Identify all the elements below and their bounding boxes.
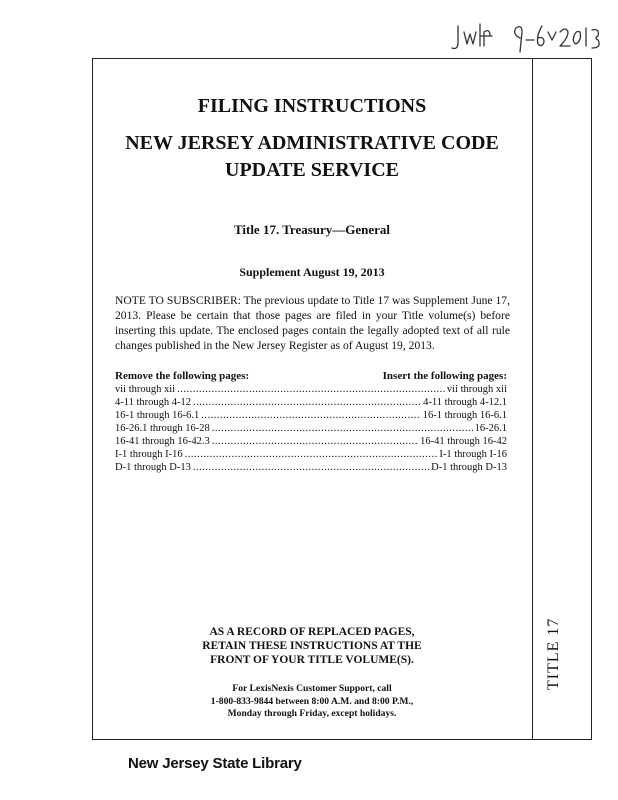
leader-dots bbox=[193, 461, 429, 474]
insert-pages: D-1 through D-13 bbox=[431, 462, 507, 473]
leader-dots bbox=[177, 383, 445, 396]
leader-dots bbox=[212, 422, 473, 435]
remove-header: Remove the following pages: bbox=[115, 370, 250, 382]
list-item bbox=[115, 461, 507, 474]
remove-pages: 4-11 through 4-12 bbox=[115, 397, 192, 408]
title-tab-label: TITLE 17 bbox=[545, 617, 562, 690]
support-line: For LexisNexis Customer Support, call bbox=[232, 683, 392, 694]
list-header bbox=[115, 370, 507, 383]
page-replacement-list bbox=[115, 370, 507, 474]
leader-dots bbox=[185, 448, 438, 461]
remove-pages: D-1 through D-13 bbox=[115, 462, 191, 473]
list-item bbox=[115, 396, 507, 409]
tab-divider bbox=[532, 58, 533, 740]
record-line: FRONT OF YOUR TITLE VOLUME(S). bbox=[210, 654, 414, 666]
insert-pages: 16-1 through 16-6.1 bbox=[422, 410, 507, 421]
remove-pages: 16-41 through 16-42.3 bbox=[115, 436, 210, 447]
insert-pages: vii through xii bbox=[446, 384, 507, 395]
update-service-heading: UPDATE SERVICE bbox=[225, 159, 399, 181]
support-line: Monday through Friday, except holidays. bbox=[227, 708, 397, 719]
list-item bbox=[115, 383, 507, 396]
supplement-date: Supplement August 19, 2013 bbox=[239, 265, 385, 279]
record-line: RETAIN THESE INSTRUCTIONS AT THE bbox=[202, 640, 422, 652]
subscriber-note: NOTE TO SUBSCRIBER: The previous update to Title 17 was Supplement June 17, 2013. Please be certain that those pages are filed in your Title volume(s) before inserting this update. The enclosed pages contain the legally adopted text of all rule changes published in the New Jersey Register as of August 19, 2013. bbox=[115, 294, 510, 352]
leader-dots bbox=[212, 435, 418, 448]
list-item bbox=[115, 448, 507, 461]
insert-pages: I-1 through I-16 bbox=[439, 449, 507, 460]
title-subtitle: Title 17. Treasury—General bbox=[233, 222, 391, 237]
leader-dots bbox=[201, 409, 420, 422]
record-instructions bbox=[92, 625, 532, 667]
leader-dots bbox=[193, 396, 421, 409]
list-item bbox=[115, 435, 507, 448]
customer-support-info bbox=[92, 683, 532, 721]
insert-pages: 4-11 through 4-12.1 bbox=[423, 397, 507, 408]
support-phone: 1-800-833-9844 between 8:00 A.M. and 8:00 P.M., bbox=[210, 695, 414, 707]
code-heading: NEW JERSEY ADMINISTRATIVE CODE bbox=[125, 132, 499, 154]
remove-pages: vii through xii bbox=[115, 384, 176, 395]
handwritten-note bbox=[450, 18, 610, 58]
list-item bbox=[115, 422, 507, 435]
remove-pages: 16-26.1 through 16-28 bbox=[115, 423, 210, 434]
remove-pages: I-1 through I-16 bbox=[115, 449, 183, 460]
insert-pages: 16-41 through 16-42 bbox=[420, 436, 507, 447]
library-footer: New Jersey State Library bbox=[128, 755, 302, 772]
filing-instructions-heading: FILING INSTRUCTIONS bbox=[197, 95, 427, 117]
list-item bbox=[115, 409, 507, 422]
record-line: AS A RECORD OF REPLACED PAGES, bbox=[209, 626, 415, 638]
remove-pages: 16-1 through 16-6.1 bbox=[115, 410, 200, 421]
insert-header: Insert the following pages: bbox=[382, 370, 507, 382]
insert-pages: 16-26.1 bbox=[474, 423, 507, 434]
